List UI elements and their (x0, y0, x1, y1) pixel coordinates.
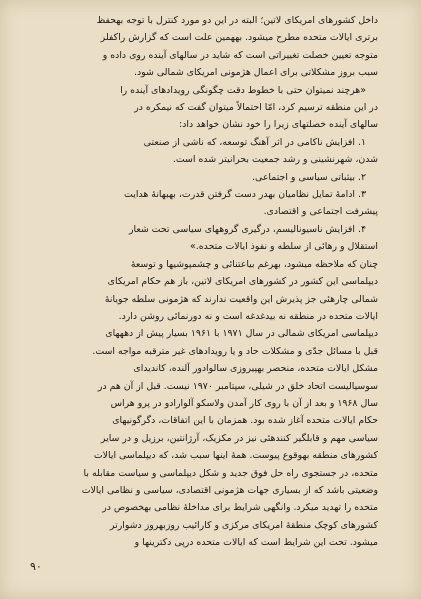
text-line: قبل با مسائل جدّی و مشکلات حاد و یا رویدادهای غیر مترقبه مواجه است. (92, 345, 378, 357)
quote-line: سالهای آینده خصلتهای زیرا را خود نشان خواهد داد: (179, 119, 378, 131)
list-item-4-cont: استقلال و رهائی از سلطه و نفوذ ایالات متحده.» (190, 241, 378, 253)
text-line: سوسیالیست اتحاد خلق در شیلی، سپتامبر ۱۹۷۰ نیست. قبل از آن هم در (97, 380, 378, 392)
list-item-1: ۱. افزایش ناکامی در اثر آهنگ توسعه، که ناشی از صنعتی (143, 136, 366, 148)
text-line: شمالی چارهئی جز پذیرش این واقعیت ندارند که هژمونی سلطه جویانهٔ (104, 293, 378, 305)
text-line: مشکل ایالات متحده، منحصر بهپیروزی سالوادور آلنده، کاندیدای (133, 363, 378, 375)
text-line: چنان که ملاحظه میشود، بهرغم بیاعتنائی و چشمپوشیها و توسعهٔ (130, 258, 378, 270)
quote-line: در این منطقه ترسیم کرد، امّا احتمالاً میتوان گفت که نیمکره در (134, 102, 378, 114)
text-line: حکام ایالات متحده آغاز شده بود. همزمان با این اتفاقات، دگرگونیهای (112, 415, 378, 427)
list-item-4: ۴. افزایش ناسیونالیسم، درگیری گروههای سیاسی تحت شعار (128, 223, 366, 235)
text-line: ایالات متحده در منطقه نه بیدغدغه است و نه دورنمائی روشن دارد. (118, 310, 378, 322)
text-line: متحده را تهدید میکرد. وانگهی شرایط برای مداخلهٔ نظامی بهخصوص در (102, 502, 378, 514)
text-line: متحده، در جستجوی راه حل فوق جدید و شکل دیپلماسی و سیاست مقابله با (83, 467, 378, 479)
text-line: داخل کشورهای امریکای لاتین؛ البته در این دو مورد کنترل با توجه بهحفظ (96, 15, 378, 26)
text-line: برتری ایالات متحده مطرح میشود. بههمین علت است که گزارش راکفلر (100, 32, 378, 44)
list-item-2: ۲. بیثباتی سیاسی و اجتماعی. (252, 171, 366, 183)
text-line: سیاسی مهم و قابلگیر کنندهئی نیز در مکزیک، آرژانتین، برزیل و در سایر (100, 432, 378, 444)
body-text (34, 12, 378, 552)
text-line: کشورهای کوچک منطقهٔ امریکای مرکزی و کارائیب روزبهروز دشوارتر (109, 519, 378, 531)
list-item-1-cont: شدن، شهرنشینی و رشد جمعیت بحرانیتر شده است. (172, 154, 378, 166)
text-line: دیپلماسی این کشور در کشورهای امریکای لاتین، باز هم حکام امریکای (107, 276, 378, 288)
text-line: سال ۱۹۶۸ و بعد از آن با روی کار آمدن ولاسکو آلوارادو در پرو هراس (110, 397, 378, 409)
text-line: میشود. تحت این شرایط است که ایالات متحده درپی دکترینها و (134, 537, 378, 549)
list-item-3-cont: پیشرفت اجتماعی و اقتصادی. (263, 206, 378, 218)
text-line: وضعیتی باشد که از بسیاری جهات هژمونی اقتصادی، سیاسی و نظامی ایالات (81, 484, 378, 496)
text-line: دیپلماسی امریکای شمالی در سال ۱۹۷۱ با ۱۹۶۱ بسیار پیش از دهههای (105, 328, 378, 340)
text-line: سبب بروز مشکلاتی برای اعمال هژمونی امریکای شمالی شود. (134, 67, 378, 79)
text-line: کشورهای منطقه بهوقوع پیوست. همهٔ اینها سبب شد، که دیپلماسی ایالات (93, 450, 378, 462)
quote-line: «هرچند نمیتوان حتی با خطوط دقت چگونگی رویدادهای آینده را (120, 84, 366, 96)
text-line: متوجه تعیین خصلت تغییراتی است که شاید در سالهای آینده روی داده و (102, 49, 378, 61)
page-number: ۹۰ (30, 560, 42, 573)
list-item-3: ۳. ادامهٔ تمایل نظامیان بهدر دست گرفتن قدرت، بهبهانهٔ هدایت (124, 189, 366, 201)
